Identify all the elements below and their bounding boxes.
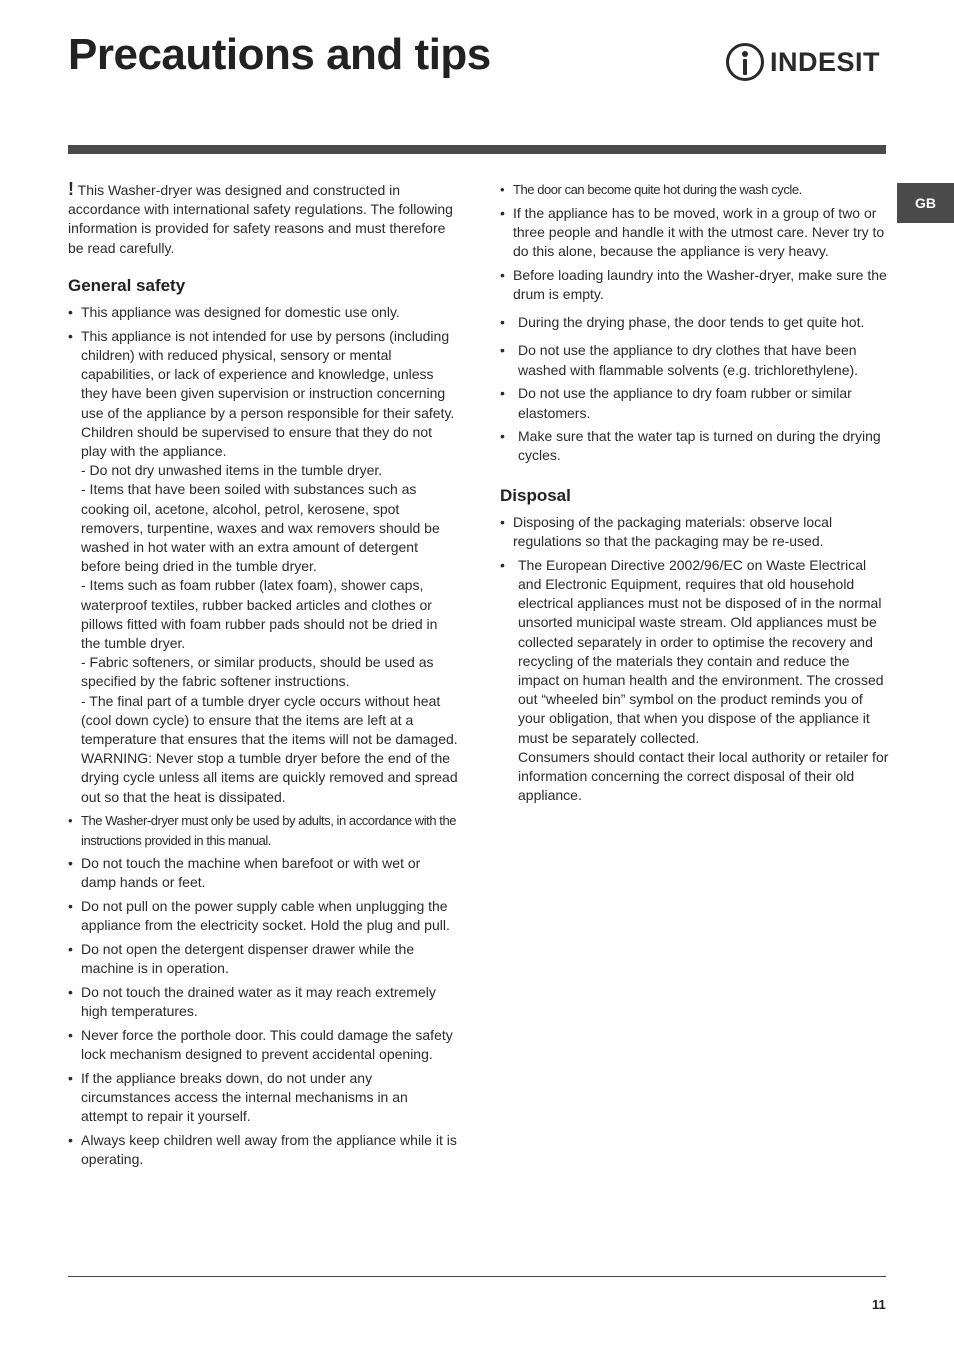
list-item: • The Washer-dryer must only be used by adults, in accordance with the instructions provided in this manual. xyxy=(68,811,458,849)
sub-item: - Items that have been soiled with substances such as cooking oil, acetone, alcohol, petrol, kerosene, spot removers, turpentine, waxes and wax removers should be washed in hot water with an extra amount of detergent before being dried in the tumble dryer. xyxy=(81,481,440,575)
list-item: • Do not pull on the power supply cable when unplugging the appliance from the electricity socket. Hold the plug and pull. xyxy=(68,897,458,935)
list-item: • This appliance was designed for domestic use only. xyxy=(68,303,458,322)
warning-text: WARNING: Never stop a tumble dryer before the end of the drying cycle unless all items are quickly removed and spread out so that the heat is dissipated. xyxy=(81,750,458,805)
list-item-extra: Consumers should contact their local authority or retailer for information concerning the correct disposal of their old appliance. xyxy=(518,748,889,804)
intro-text: This Washer-dryer was designed and constructed in accordance with international safety regulations. The following information is provided for safety reasons and must therefore be read carefully. xyxy=(68,182,453,256)
page-number: 11 xyxy=(872,1297,886,1312)
list-item: • Always keep children well away from the appliance while it is operating. xyxy=(68,1131,458,1169)
list-item: • Do not use the appliance to dry clothes that have been washed with flammable solvents (e.g. trichlorethylene). xyxy=(500,341,892,379)
list-item: • Do not touch the drained water as it may reach extremely high temperatures. xyxy=(68,983,458,1021)
washing-tips-list xyxy=(500,180,892,304)
list-item: • If the appliance breaks down, do not under any circumstances access the internal mechanisms in an attempt to repair it yourself. xyxy=(68,1069,458,1127)
list-item: • Do not touch the machine when barefoot or with wet or damp hands or feet. xyxy=(68,854,458,892)
left-column xyxy=(68,180,458,1174)
sub-item: - Items such as foam rubber (latex foam), shower caps, waterproof textiles, rubber backed articles and clothes or pillows fitted with foam rubber pads should not be dried in the tumble dryer. xyxy=(81,577,438,651)
general-safety-heading: General safety xyxy=(68,275,186,295)
language-tab: GB xyxy=(897,183,954,223)
sub-item: - Fabric softeners, or similar products, should be used as specified by the fabric softener instructions. xyxy=(81,654,434,690)
indesit-logo-icon xyxy=(726,43,764,81)
brand-logo xyxy=(726,40,888,84)
disposal-heading: Disposal xyxy=(500,485,571,505)
header-rule xyxy=(68,145,886,154)
drying-tips-list xyxy=(500,313,892,465)
right-column xyxy=(500,180,892,810)
list-item xyxy=(68,327,458,807)
sub-item: - Do not dry unwashed items in the tumble dryer. xyxy=(81,462,383,479)
warning-mark: ! xyxy=(68,179,74,199)
footer-rule xyxy=(68,1276,886,1277)
list-item-text: • The European Directive 2002/96/EC on Waste Electrical and Electronic Equipment, requires that old household electrical appliances must not be disposed of in the normal unsorted municipal waste stream. Old appliances must be collected separately in order to optimise the recovery and recycling of the materials they contain and reduce the impact on human health and the environment. The crossed out “wheeled bin” symbol on the product reminds you of your obligation, that when you dispose of the appliance it must be separately collected. xyxy=(518,556,884,746)
brand-name: INDESIT xyxy=(770,46,881,77)
list-item: • Never force the porthole door. This could damage the safety lock mechanism designed to prevent accidental opening. xyxy=(68,1026,458,1064)
disposal-list xyxy=(500,513,892,806)
list-item: • Before loading laundry into the Washer-dryer, make sure the drum is empty. xyxy=(500,266,892,304)
list-item: • If the appliance has to be moved, work in a group of two or three people and handle it with the utmost care. Never try to do this alone, because the appliance is very heavy. xyxy=(500,204,892,262)
list-item: • Do not use the appliance to dry foam rubber or similar elastomers. xyxy=(500,384,892,422)
list-item xyxy=(500,556,892,806)
list-item: • Make sure that the water tap is turned on during the drying cycles. xyxy=(500,427,892,465)
list-item: • During the drying phase, the door tends to get quite hot. xyxy=(500,313,892,332)
intro-paragraph xyxy=(68,180,458,258)
list-item-text: • This appliance is not intended for use by persons (including children) with reduced physical, sensory or mental capabilities, or lack of experience and knowledge, unless they have been given supervision or instruction concerning use of the appliance by a person responsible for their safety. Children should be supervised to ensure that they do not play with the appliance. xyxy=(81,327,455,459)
page-title: Precautions and tips xyxy=(68,30,491,79)
sub-item: - The final part of a tumble dryer cycle occurs without heat (cool down cycle) to ensure that the items are left at a temperature that ensures that the items will not be damaged. xyxy=(81,692,458,747)
list-item: • Disposing of the packaging materials: observe local regulations so that the packaging may be re-used. xyxy=(500,513,892,551)
list-item: • Do not open the detergent dispenser drawer while the machine is in operation. xyxy=(68,940,458,978)
list-item: • The door can become quite hot during the wash cycle. xyxy=(500,180,892,199)
general-safety-list xyxy=(68,303,458,1169)
